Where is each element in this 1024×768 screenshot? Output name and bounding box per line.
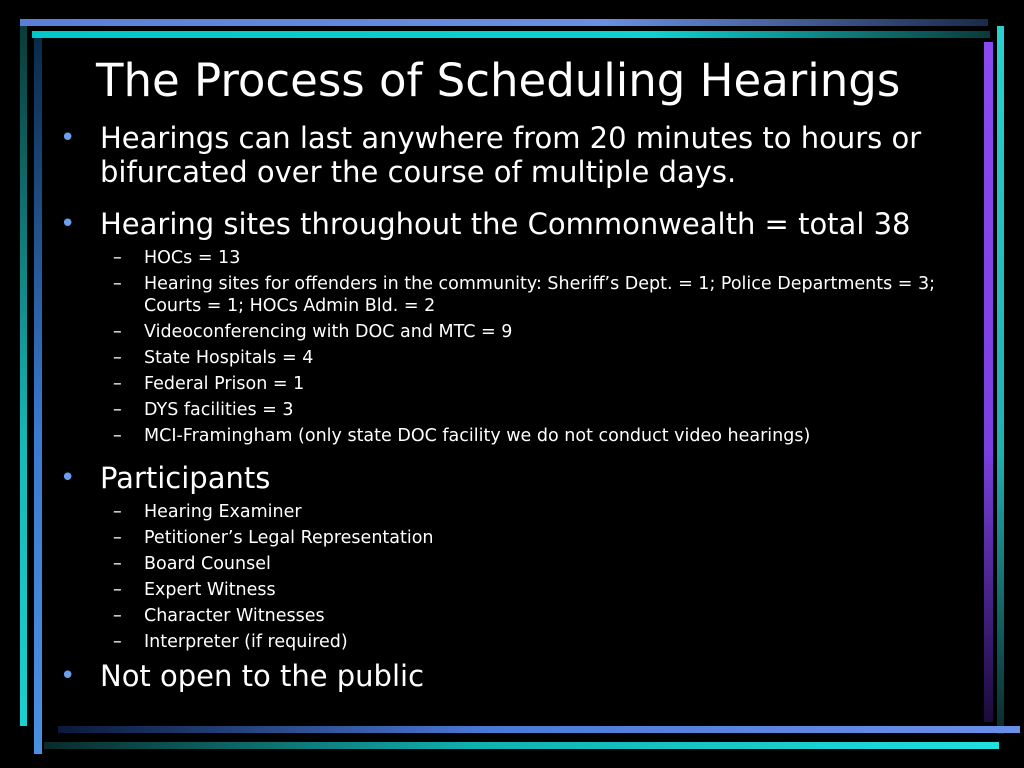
subitem-text: Expert Witness bbox=[144, 580, 276, 600]
subitem-text: Board Counsel bbox=[144, 554, 271, 574]
subitem-expert-witness bbox=[58, 579, 970, 601]
subitem-dys-facilities bbox=[58, 399, 970, 421]
top-accent-bar-blue bbox=[20, 19, 988, 26]
subitem-community-sites bbox=[58, 273, 970, 317]
dash-icon: – bbox=[113, 632, 122, 652]
bullet-text: Hearings can last anywhere from 20 minutes to hours or bifurcated over the course of multiple days. bbox=[100, 121, 922, 189]
dash-icon: – bbox=[113, 580, 122, 600]
bullet-not-public bbox=[58, 659, 970, 693]
slide-body bbox=[58, 121, 970, 693]
dash-icon: – bbox=[113, 554, 122, 574]
subitem-legal-representation bbox=[58, 527, 970, 549]
dash-icon: – bbox=[113, 248, 122, 268]
bullet-text: Not open to the public bbox=[100, 659, 425, 693]
bullet-icon: • bbox=[60, 209, 76, 239]
top-accent-bar-cyan bbox=[32, 31, 990, 38]
subitem-text: MCI-Framingham (only state DOC facility we do not conduct video hearings) bbox=[144, 426, 811, 446]
dash-icon: – bbox=[113, 374, 122, 394]
bullet-participants bbox=[58, 461, 970, 495]
subitem-text: Hearing sites for offenders in the community: Sheriff’s Dept. = 1; Police Departments = 3; Courts = 1; HOCs Admin Bld. = 2 bbox=[144, 274, 936, 316]
subitem-hocs bbox=[58, 247, 970, 269]
dash-icon: – bbox=[113, 606, 122, 626]
subitem-text: Federal Prison = 1 bbox=[144, 374, 305, 394]
subitem-hearing-examiner bbox=[58, 501, 970, 523]
subitem-text: State Hospitals = 4 bbox=[144, 348, 314, 368]
dash-icon: – bbox=[113, 274, 122, 294]
bullet-text: Hearing sites throughout the Commonwealth = total 38 bbox=[100, 207, 911, 241]
subitem-federal-prison bbox=[58, 373, 970, 395]
subitem-board-counsel bbox=[58, 553, 970, 575]
subitem-text: Hearing Examiner bbox=[144, 502, 302, 522]
left-accent-bar-blue bbox=[34, 38, 42, 754]
bullet-icon: • bbox=[60, 463, 76, 493]
dash-icon: – bbox=[113, 400, 122, 420]
subitem-character-witnesses bbox=[58, 605, 970, 627]
subitem-text: HOCs = 13 bbox=[144, 248, 241, 268]
dash-icon: – bbox=[113, 502, 122, 522]
bullet-hearing-duration bbox=[58, 121, 970, 189]
bottom-accent-bar-blue bbox=[58, 726, 1020, 733]
subitem-text: Interpreter (if required) bbox=[144, 632, 348, 652]
dash-icon: – bbox=[113, 322, 122, 342]
dash-icon: – bbox=[113, 528, 122, 548]
subitem-videoconferencing bbox=[58, 321, 970, 343]
subitem-text: Petitioner’s Legal Representation bbox=[144, 528, 434, 548]
slide-title: The Process of Scheduling Hearings bbox=[96, 54, 901, 107]
subitem-interpreter bbox=[58, 631, 970, 653]
bullet-hearing-sites bbox=[58, 207, 970, 241]
right-accent-bar-cyan bbox=[997, 26, 1004, 734]
left-accent-bar-cyan bbox=[20, 26, 27, 726]
subitem-text: DYS facilities = 3 bbox=[144, 400, 294, 420]
bullet-icon: • bbox=[60, 123, 76, 153]
bullet-icon: • bbox=[60, 661, 76, 691]
dash-icon: – bbox=[113, 426, 122, 446]
right-accent-bar-purple bbox=[984, 42, 993, 722]
bullet-text: Participants bbox=[100, 461, 271, 495]
subitem-state-hospitals bbox=[58, 347, 970, 369]
dash-icon: – bbox=[113, 348, 122, 368]
subitem-text: Videoconferencing with DOC and MTC = 9 bbox=[144, 322, 513, 342]
subitem-text: Character Witnesses bbox=[144, 606, 325, 626]
subitem-mci-framingham bbox=[58, 425, 970, 447]
bottom-accent-bar-cyan bbox=[44, 742, 999, 749]
